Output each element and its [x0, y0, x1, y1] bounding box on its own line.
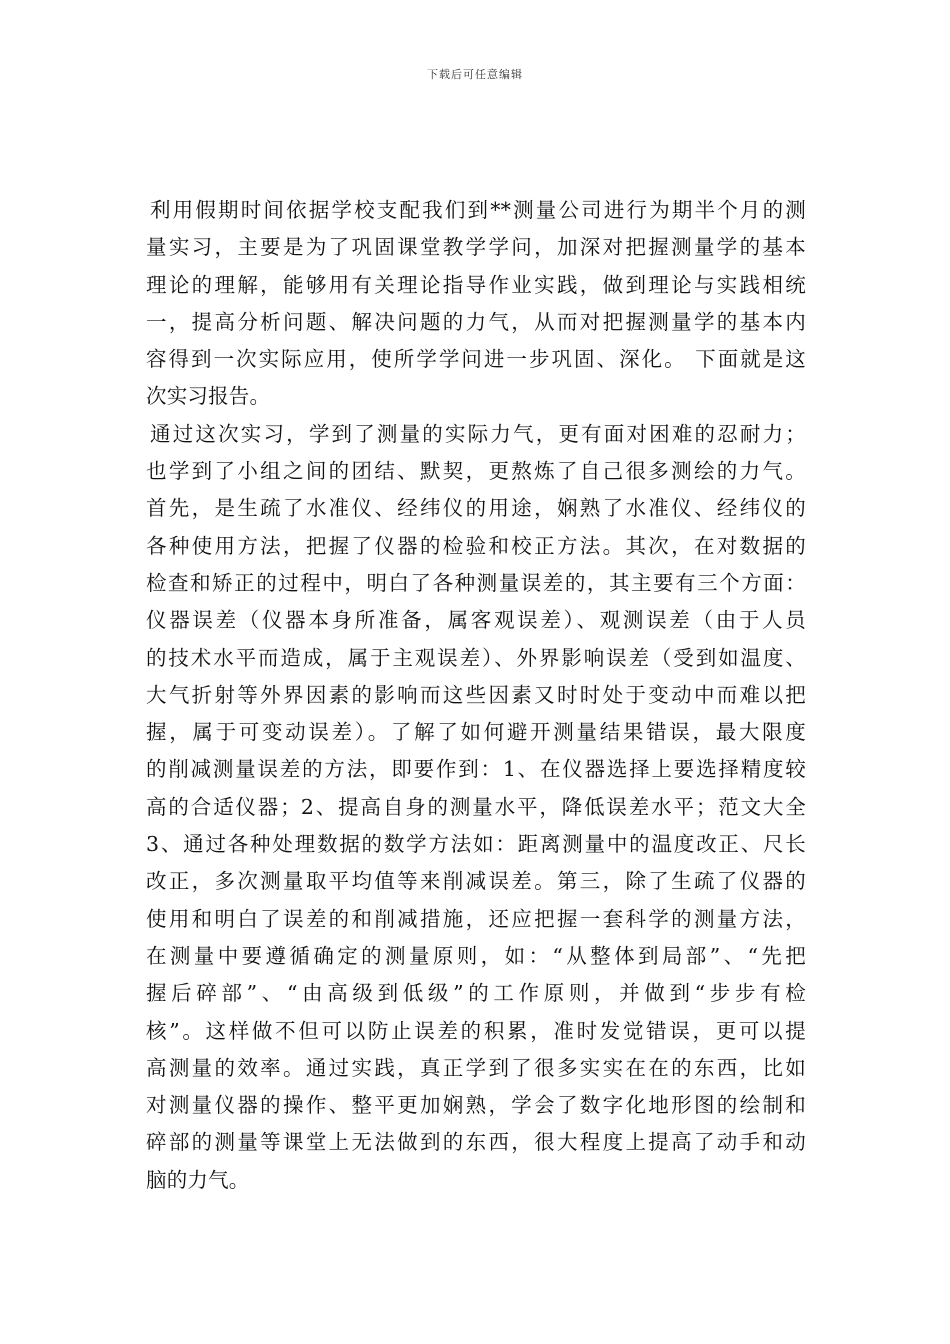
paragraph-line: 检查和矫正的过程中，明白了各种测量误差的，其主要有三个方面：	[146, 570, 806, 595]
paragraph-line: 利用假期时间依据学校支配我们到**测量公司进行为期半个月的测	[150, 198, 806, 222]
paragraph-line: 一，提高分析问题、解决问题的力气，从而对把握测量学的基本内	[146, 309, 806, 334]
paragraph-line: 理论的理解，能够用有关理论指导作业实践，做到理论与实践相统	[146, 272, 806, 297]
paragraph-line: 使用和明白了误差的和削减措施，还应把握一套科学的测量方法，	[146, 906, 806, 931]
paragraph-line: 的技术水平而造成，属于主观误差）、外界影响误差（受到如温度、	[146, 645, 806, 670]
paragraph-line: 高的合适仪器；2、提高自身的测量水平，降低误差水平；范文大全	[146, 794, 806, 819]
paragraph-line: 大气折射等外界因素的影响而这些因素又时时处于变动中而难以把	[146, 682, 806, 707]
page-header: 下载后可任意编辑	[427, 68, 523, 81]
paragraph-line: 握，属于可变动误差）。了解了如何避开测量结果错误，最大限度	[146, 720, 806, 745]
paragraph-line: 握后碎部”、“由高级到低级”的工作原则，并做到“步步有检	[146, 981, 806, 1006]
paragraph-line: 量实习，主要是为了巩固课堂教学学问，加深对把握测量学的基本	[146, 235, 806, 260]
paragraph-2	[146, 416, 806, 1199]
paragraph-line: 的削减测量误差的方法，即要作到：1、在仪器选择上要选择精度较	[146, 757, 806, 782]
paragraph-line: 各种使用方法，把握了仪器的检验和校正方法。其次，在对数据的	[146, 533, 806, 558]
paragraph-line: 碎部的测量等课堂上无法做到的东西，很大程度上提高了动手和动	[146, 1130, 806, 1155]
paragraph-line: 3、通过各种处理数据的数学方法如：距离测量中的温度改正、尺长	[146, 832, 806, 857]
paragraph-line: 次实习报告。	[146, 384, 271, 409]
paragraph-line: 容得到一次实际应用，使所学学问进一步巩固、深化。 下面就是这	[146, 347, 806, 372]
paragraph-line: 脑的力气。	[146, 1167, 250, 1192]
paragraph-line: 通过这次实习，学到了测量的实际力气，更有面对困难的忍耐力；	[150, 421, 806, 446]
paragraph-line: 也学到了小组之间的团结、默契，更熬炼了自己很多测绘的力气。	[146, 459, 806, 484]
paragraph-line: 改正，多次测量取平均值等来削减误差。第三，除了生疏了仪器的	[146, 869, 806, 894]
paragraph-line: 首先，是生疏了水准仪、经纬仪的用途，娴熟了水准仪、经纬仪的	[146, 496, 806, 521]
paragraph-line: 在测量中要遵循确定的测量原则，如：“从整体到局部”、“先把	[146, 943, 806, 968]
document-body	[146, 192, 806, 1199]
paragraph-line: 对测量仪器的操作、整平更加娴熟，学会了数字化地形图的绘制和	[146, 1093, 806, 1118]
paragraph-line: 高测量的效率。通过实践，真正学到了很多实实在在的东西，比如	[146, 1055, 806, 1080]
paragraph-1	[146, 192, 806, 416]
paragraph-line: 核”。这样做不但可以防止误差的积累，准时发觉错误，更可以提	[146, 1018, 806, 1043]
paragraph-line: 仪器误差（仪器本身所准备，属客观误差）、观测误差（由于人员	[146, 608, 806, 633]
